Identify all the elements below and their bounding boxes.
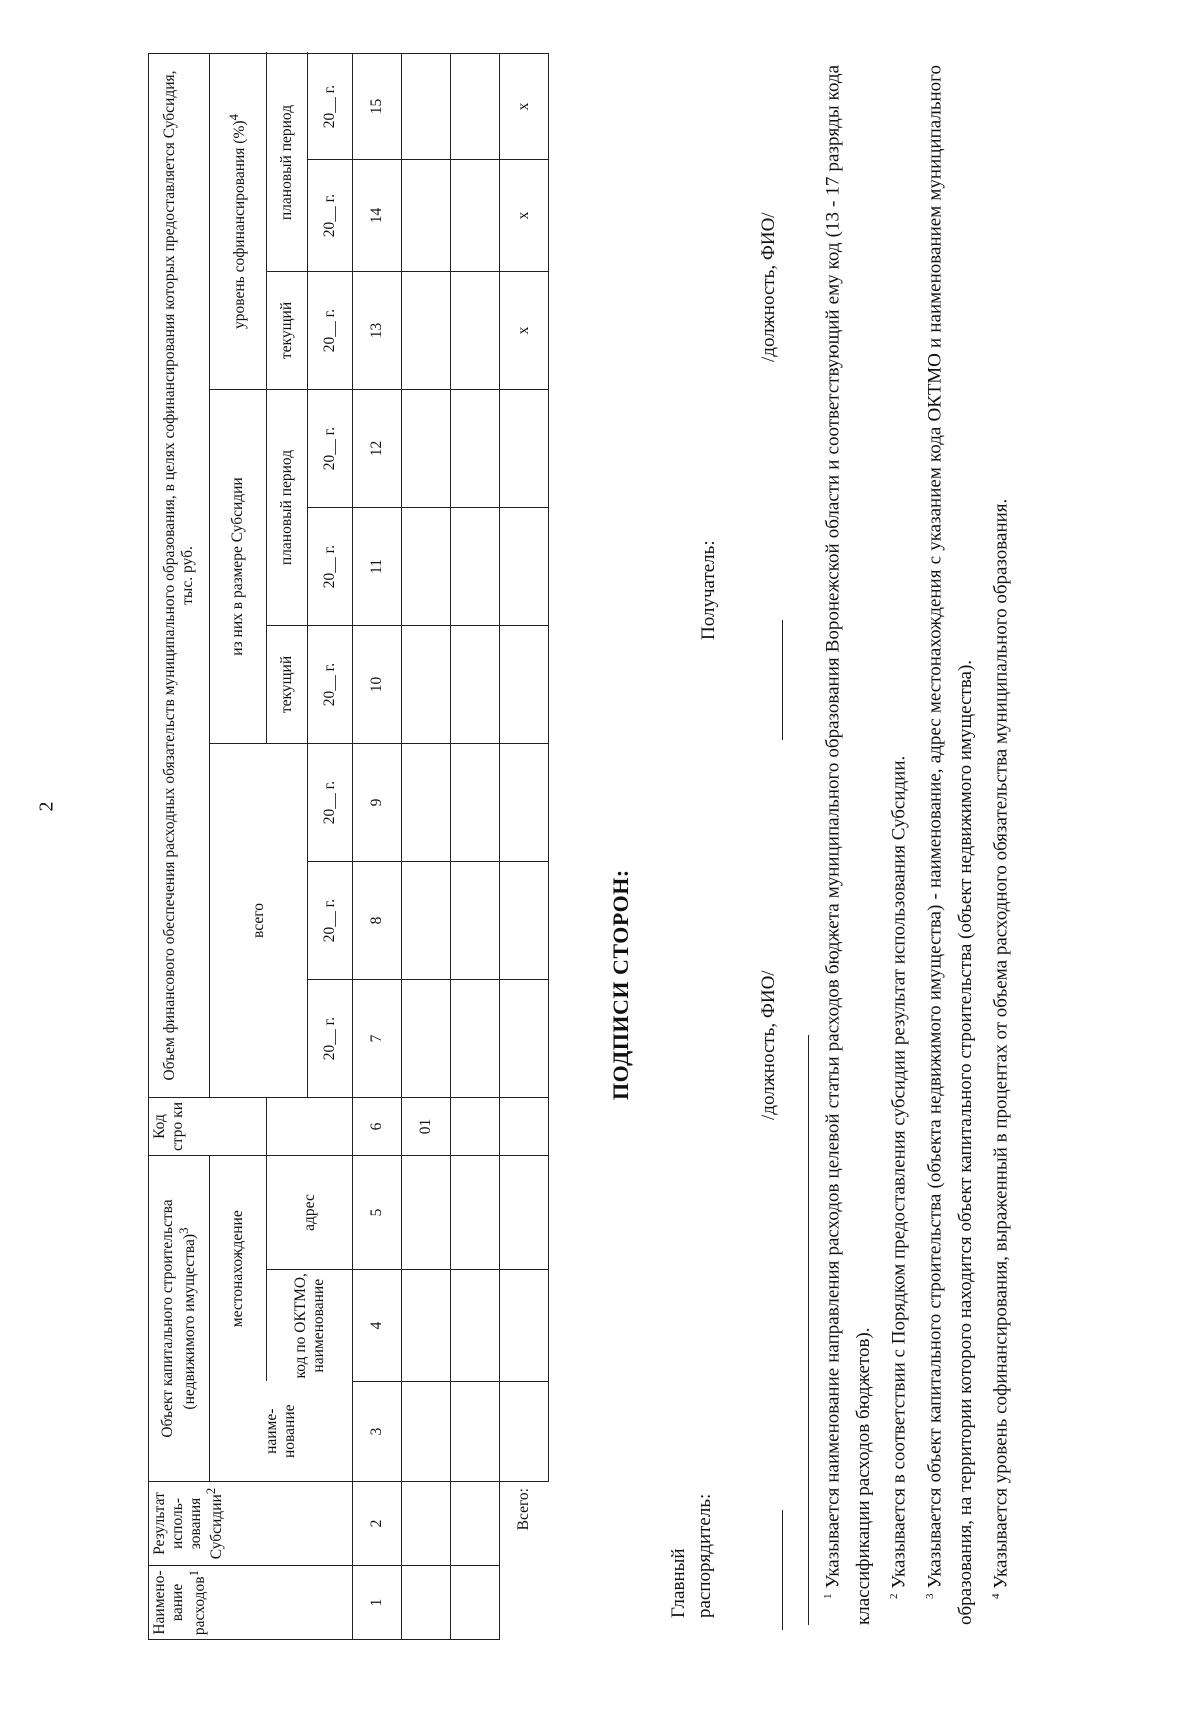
col-number: 7 bbox=[353, 980, 402, 1098]
page-number: 2 bbox=[35, 801, 58, 812]
table-cell bbox=[402, 1482, 451, 1566]
table-cell bbox=[451, 160, 500, 272]
x-mark-cell: x bbox=[500, 272, 549, 390]
table-cell bbox=[402, 1382, 451, 1482]
table-cell bbox=[451, 1382, 500, 1482]
rotated-page-content bbox=[108, 45, 1098, 1660]
header-oktmo: код по ОКТМО, наименование bbox=[267, 1270, 353, 1382]
table-cell bbox=[402, 980, 451, 1098]
year-cell: 20__ г. bbox=[308, 272, 353, 390]
table-row bbox=[451, 54, 500, 1640]
table-cell bbox=[451, 1566, 500, 1640]
col-number: 2 bbox=[353, 1482, 402, 1566]
table-cell bbox=[451, 862, 500, 980]
table-cell bbox=[500, 1156, 549, 1270]
table-cell bbox=[451, 272, 500, 390]
header-total: всего bbox=[210, 744, 308, 1098]
header-row-code: Код стро ки bbox=[149, 1098, 267, 1156]
col-number: 14 bbox=[353, 160, 402, 272]
table-cell bbox=[451, 744, 500, 862]
header-finance-volume: Объем финансового обеспечения расходных обязательств муниципального образования, в целях софинансирования которых предоставляется Субсидия, тыс. руб. bbox=[149, 54, 210, 1098]
header-subsidy-current: текущий bbox=[267, 272, 308, 390]
signatures-title: ПОДПИСИ СТОРОН: bbox=[608, 869, 633, 1100]
x-mark-cell: x bbox=[500, 160, 549, 272]
col-number: 5 bbox=[353, 1156, 402, 1270]
col-number: 3 bbox=[353, 1382, 402, 1482]
table-cell bbox=[500, 980, 549, 1098]
table-row bbox=[402, 54, 451, 1640]
table-cell bbox=[402, 1270, 451, 1382]
header-subsidy-result: Результат исполь-зования Субсидии$^2$ bbox=[149, 1482, 353, 1566]
footnotes bbox=[813, 65, 1016, 1625]
col-number: 1 bbox=[353, 1566, 402, 1640]
table-cell bbox=[402, 508, 451, 626]
year-cell: 20__ г. bbox=[308, 744, 353, 862]
col-number: 9 bbox=[353, 744, 402, 862]
blank-cell bbox=[500, 1566, 549, 1640]
header-expense-name: Наимено-вание расходов$^1$ bbox=[149, 1566, 353, 1640]
table-cell bbox=[451, 980, 500, 1098]
col-number: 11 bbox=[353, 508, 402, 626]
recipient-label: Получатель: bbox=[698, 540, 719, 640]
table-cell bbox=[451, 1482, 500, 1566]
header-row-code-blank bbox=[267, 1098, 353, 1156]
table-cell bbox=[451, 1098, 500, 1156]
signature-caption-right: /должность, ФИО/ bbox=[758, 212, 779, 362]
table-cell bbox=[500, 1098, 549, 1156]
header-subsidy-part: из них в размере Субсидии bbox=[210, 390, 267, 744]
header-total-current: текущий bbox=[267, 626, 308, 744]
col-number: 13 bbox=[353, 272, 402, 390]
total-label: Всего: bbox=[500, 1482, 549, 1566]
header-total-planned: плановый период bbox=[267, 390, 308, 626]
table-cell bbox=[451, 1270, 500, 1382]
footnote-4: $^4$ Указывается уровень софинансирования, выраженный в процентах от объема расходного обязательства муниципального образования. bbox=[989, 498, 1012, 1599]
table-cell bbox=[451, 1156, 500, 1270]
cofinancing-table bbox=[148, 53, 549, 1640]
year-cell: 20__ г. bbox=[308, 54, 353, 160]
year-cell: 20__ г. bbox=[308, 626, 353, 744]
total-row bbox=[500, 54, 549, 1640]
table-cell bbox=[451, 508, 500, 626]
table-cell bbox=[402, 272, 451, 390]
year-cell: 20__ г. bbox=[308, 508, 353, 626]
header-address: адрес bbox=[267, 1156, 353, 1270]
col-number: 4 bbox=[353, 1270, 402, 1382]
table-cell bbox=[402, 160, 451, 272]
col-number: 15 bbox=[353, 54, 402, 160]
footnote-2: $^2$ Указывается в соответствии с Порядком предоставления субсидии результат использования Субсидии. bbox=[888, 755, 910, 1599]
signature-caption-left: /должность, ФИО/ bbox=[758, 970, 779, 1120]
header-subsidy-planned: плановый период bbox=[267, 54, 308, 272]
table-cell bbox=[451, 54, 500, 160]
table-cell bbox=[451, 626, 500, 744]
footnote-rule bbox=[808, 1035, 809, 1625]
table-cell bbox=[451, 390, 500, 508]
table-cell bbox=[402, 744, 451, 862]
table-cell bbox=[402, 54, 451, 160]
footnote-1: $^1$ Указывается наименование направления расходов целевой статьи расходов бюджета муниципального образования Воронежской области и соответствующий ему код (13 - 17 разряды кода классификации расходов бюджетов). bbox=[822, 64, 875, 1625]
table-cell bbox=[500, 744, 549, 862]
table-cell bbox=[500, 390, 549, 508]
header-cofinancing-level: уровень софинансирования (%)$^4$ bbox=[210, 54, 267, 390]
header-capital-object: Объект капитального строительства (недвижимого имущества)$^3$ bbox=[149, 1156, 210, 1482]
year-cell: 20__ г. bbox=[308, 862, 353, 980]
table-cell bbox=[500, 1270, 549, 1382]
year-cell: 20__ г. bbox=[308, 980, 353, 1098]
signature-line bbox=[782, 1510, 783, 1630]
table-cell bbox=[402, 1156, 451, 1270]
table-cell bbox=[500, 626, 549, 744]
col-number: 6 bbox=[353, 1098, 402, 1156]
header-location: местонахождение bbox=[210, 1156, 267, 1382]
header-object-name: наиме-нование bbox=[210, 1382, 353, 1482]
footnote-3: $^3$ Указывается объект капитального строительства (объекта недвижимого имущества) - наименование, адрес местонахождения с указанием кода ОКТМО и наименованием муниципального образования, на территории которого находится объект капитального строительства (объект недвижимого имущества). bbox=[923, 64, 976, 1625]
row-code-cell: 01 bbox=[402, 1098, 451, 1156]
signature-line bbox=[782, 620, 783, 740]
table-cell bbox=[500, 1382, 549, 1482]
col-number: 8 bbox=[353, 862, 402, 980]
col-number: 10 bbox=[353, 626, 402, 744]
table-cell bbox=[402, 1566, 451, 1640]
x-mark-cell: x bbox=[500, 54, 549, 160]
table-cell bbox=[500, 508, 549, 626]
table-cell bbox=[402, 626, 451, 744]
year-cell: 20__ г. bbox=[308, 160, 353, 272]
table-cell bbox=[402, 390, 451, 508]
table-cell bbox=[402, 862, 451, 980]
table-cell bbox=[500, 862, 549, 980]
col-number: 12 bbox=[353, 390, 402, 508]
chief-manager-label: Главный распорядитель: bbox=[668, 1493, 715, 1618]
year-cell: 20__ г. bbox=[308, 390, 353, 508]
